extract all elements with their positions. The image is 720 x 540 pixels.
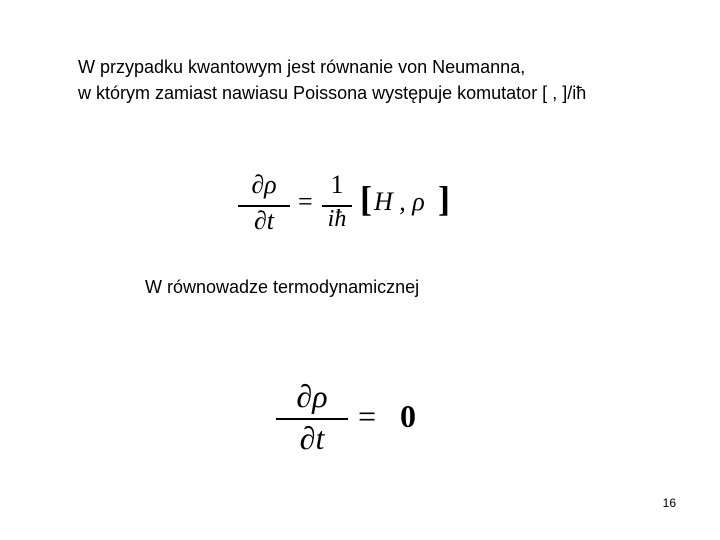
commutator-content: H , ρ — [374, 187, 425, 216]
lhs-fraction — [238, 170, 290, 240]
intro-line-1: W przypadku kwantowym jest równanie von Neumanna, — [78, 57, 526, 77]
intro-text — [78, 54, 586, 106]
page-number: 16 — [662, 496, 676, 510]
eq2-lhs-fraction — [276, 378, 348, 458]
equilibrium-equation — [272, 378, 442, 458]
eq2-lhs-denominator: ∂t — [299, 420, 325, 456]
lhs-denominator: ∂t — [253, 206, 275, 235]
commutator-close-bracket: ] — [438, 179, 450, 219]
eq2-lhs-numerator: ∂ρ — [296, 378, 328, 414]
equilibrium-label: W równowadze termodynamicznej — [145, 277, 420, 297]
commutator-open-bracket: [ — [360, 179, 372, 219]
rhs-denominator: iħ — [327, 206, 347, 232]
lhs-numerator: ∂ρ — [251, 170, 277, 199]
von-neumann-equation — [238, 170, 468, 240]
intro-line-2: w którym zamiast nawiasu Poissona występuje komutator [ , ]/iħ — [78, 83, 587, 103]
equals-sign: = — [298, 187, 313, 216]
rhs-fraction — [322, 170, 352, 240]
eq2-zero: 0 — [400, 398, 416, 434]
rhs-numerator: 1 — [330, 170, 344, 199]
eq2-equals-sign: = — [358, 398, 377, 434]
